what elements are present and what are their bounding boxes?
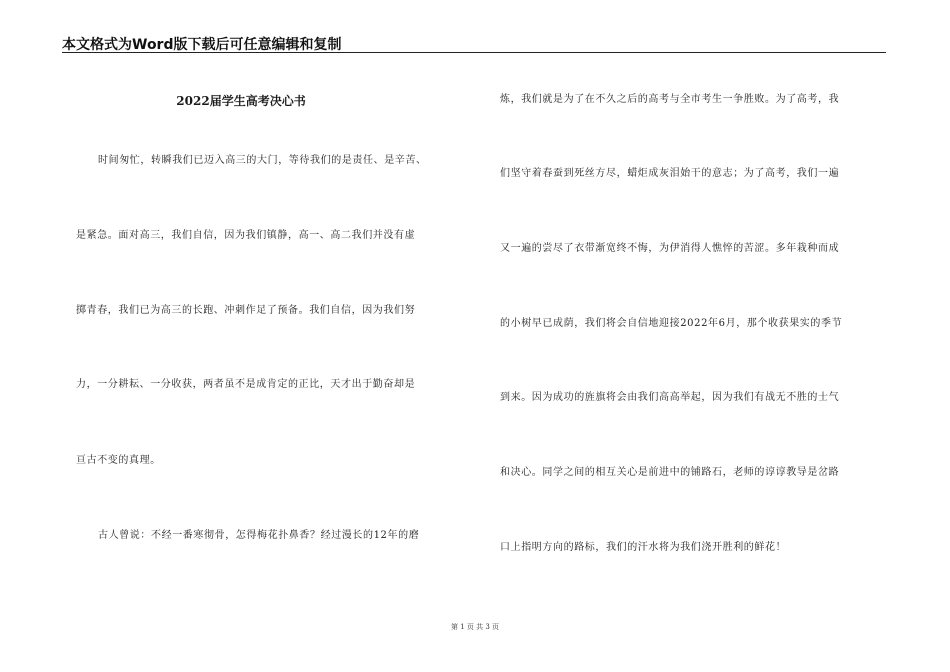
right-column: [500, 0, 890, 672]
body-line: 掷青春，我们已为高三的长跑、冲刺作足了预备。我们自信，因为我们努: [76, 305, 416, 316]
body-line: 又一遍的尝尽了衣带渐宽终不悔，为伊消得人憔悴的苦涩。多年栽种而成: [500, 243, 840, 254]
body-line: 口上指明方向的路标，我们的汗水将为我们浇开胜利的鲜花！: [500, 542, 787, 553]
body-line: 时间匆忙，转瞬我们已迈入高三的大门，等待我们的是责任、是辛苦、: [98, 155, 427, 166]
page-number: 第 1 页 共 3 页: [450, 623, 500, 631]
body-line: 炼，我们就是为了在不久之后的高考与全市考生一争胜败。为了高考，我: [500, 94, 840, 105]
body-line: 力，一分耕耘、一分收获，两者虽不是成肯定的正比，天才出于勤奋却是: [76, 379, 416, 390]
body-line: 们坚守着春蚕到死丝方尽，蜡炬成灰泪始干的意志；为了高考，我们一遍: [500, 168, 840, 179]
body-line: 是紧急。面对高三，我们自信，因为我们镇静，高一、高二我们并没有虚: [76, 230, 416, 241]
document-header-notice: 本文格式为Word版下载后可任意编辑和复制: [62, 37, 342, 53]
document-title: 2022届学生高考决心书: [176, 94, 306, 108]
body-line: 古人曾说：不经一番寒彻骨，怎得梅花扑鼻香？经过漫长的12年的磨: [98, 530, 420, 541]
body-line: 亘古不变的真理。: [76, 455, 161, 466]
body-line: 到来。因为成功的旌旗将会由我们高高举起，因为我们有战无不胜的士气: [500, 392, 840, 403]
body-line: 的小树早已成荫，我们将会自信地迎接2022年6月，那个收获果实的季节: [500, 318, 843, 329]
left-column: [76, 0, 466, 672]
body-line: 和决心。同学之间的相互关心是前进中的铺路石，老师的谆谆教导是岔路: [500, 467, 840, 478]
